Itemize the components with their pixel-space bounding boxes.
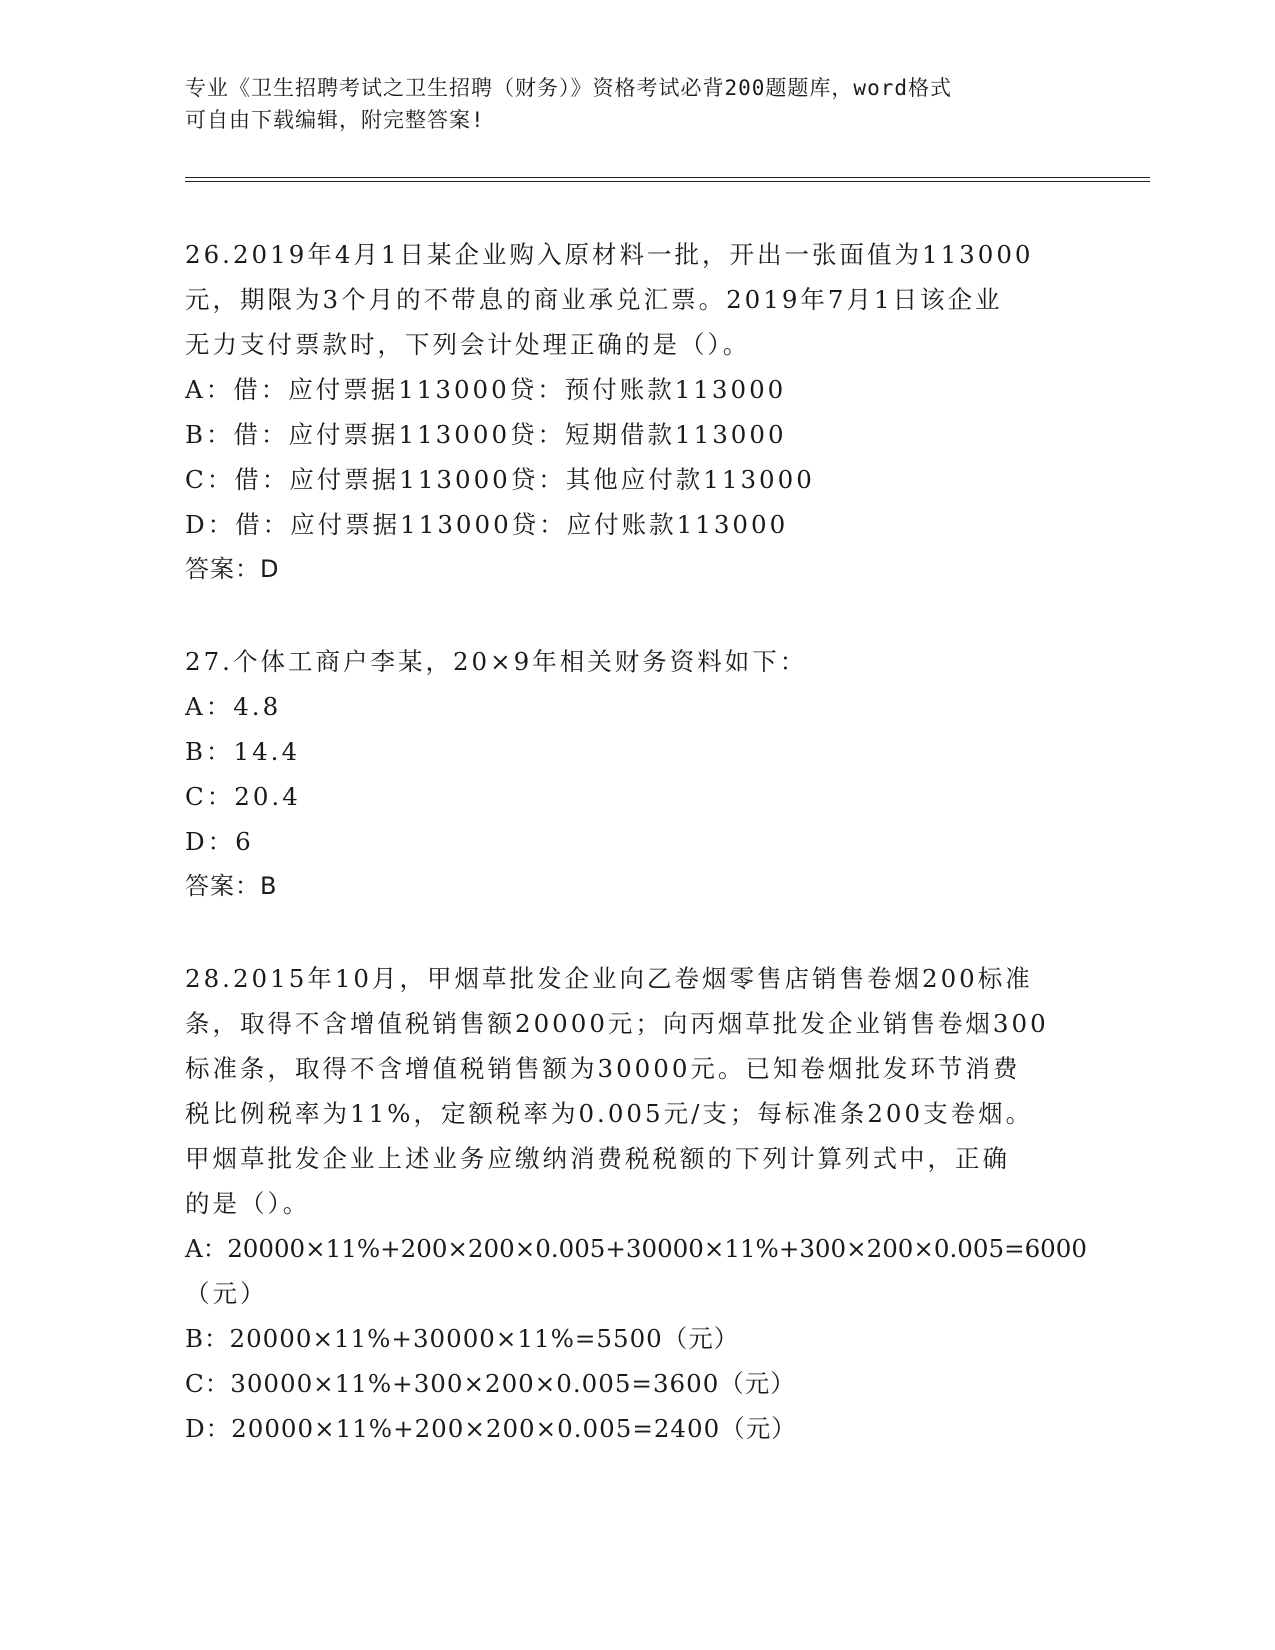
option-b: B：20000×11%+30000×11%=5500（元） xyxy=(185,1324,740,1353)
question-spacer xyxy=(185,909,1085,956)
question-list xyxy=(185,232,1085,1451)
question-stem-line: 条，取得不含增值税销售额20000元；向丙烟草批发企业销售卷烟300 xyxy=(185,1009,1049,1038)
document-header xyxy=(185,72,1085,136)
question-stem-line: 标准条，取得不含增值税销售额为30000元。已知卷烟批发环节消费 xyxy=(185,1054,1021,1083)
question-28 xyxy=(185,956,1085,1451)
option-c: C：借：应付票据113000贷：其他应付款113000 xyxy=(185,465,815,494)
option-b: B：14.4 xyxy=(185,737,301,766)
option-c: C：30000×11%+300×200×0.005=3600（元） xyxy=(185,1369,796,1398)
question-stem-line: 28.2015年10月，甲烟草批发企业向乙卷烟零售店销售卷烟200标准 xyxy=(185,964,1033,993)
question-stem-line: 元，期限为3个月的不带息的商业承兑汇票。2019年7月1日该企业 xyxy=(185,285,1003,314)
option-a-continuation: （元） xyxy=(185,1279,268,1308)
option-d: D：借：应付票据113000贷：应付账款113000 xyxy=(185,510,789,539)
option-c: C：20.4 xyxy=(185,782,301,811)
header-divider-bottom xyxy=(185,181,1150,182)
question-spacer xyxy=(185,592,1085,639)
question-stem-line: 甲烟草批发企业上述业务应缴纳消费税税额的下列计算列式中，正确 xyxy=(185,1144,1010,1173)
question-stem-line: 税比例税率为11%，定额税率为0.005元/支；每标准条200支卷烟。 xyxy=(185,1099,1034,1128)
header-line-1: 专业《卫生招聘考试之卫生招聘（财务）》资格考试必背200题题库，word格式 xyxy=(185,76,952,100)
question-stem-line: 27.个体工商户李某，20×9年相关财务资料如下： xyxy=(185,647,808,676)
question-stem-line: 无力支付票款时，下列会计处理正确的是（）。 xyxy=(185,330,751,359)
question-27 xyxy=(185,639,1085,909)
answer-line: 答案：D xyxy=(185,555,280,583)
question-stem-line: 26.2019年4月1日某企业购入原材料一批，开出一张面值为113000 xyxy=(185,240,1034,269)
option-a: A：4.8 xyxy=(185,692,282,721)
option-d: D：6 xyxy=(185,827,254,856)
question-stem-line: 的是（）。 xyxy=(185,1189,311,1218)
option-a: A：20000×11%+200×200×0.005+30000×11%+300×200×0.005=6000 xyxy=(185,1234,1087,1263)
question-26 xyxy=(185,232,1085,592)
option-b: B：借：应付票据113000贷：短期借款113000 xyxy=(185,420,787,449)
answer-line: 答案：B xyxy=(185,872,278,900)
option-d: D：20000×11%+200×200×0.005=2400（元） xyxy=(185,1414,797,1443)
header-divider-top xyxy=(185,177,1150,178)
option-a: A：借：应付票据113000贷：预付账款113000 xyxy=(185,375,787,404)
header-line-2: 可自由下载编辑，附完整答案! xyxy=(185,108,485,132)
